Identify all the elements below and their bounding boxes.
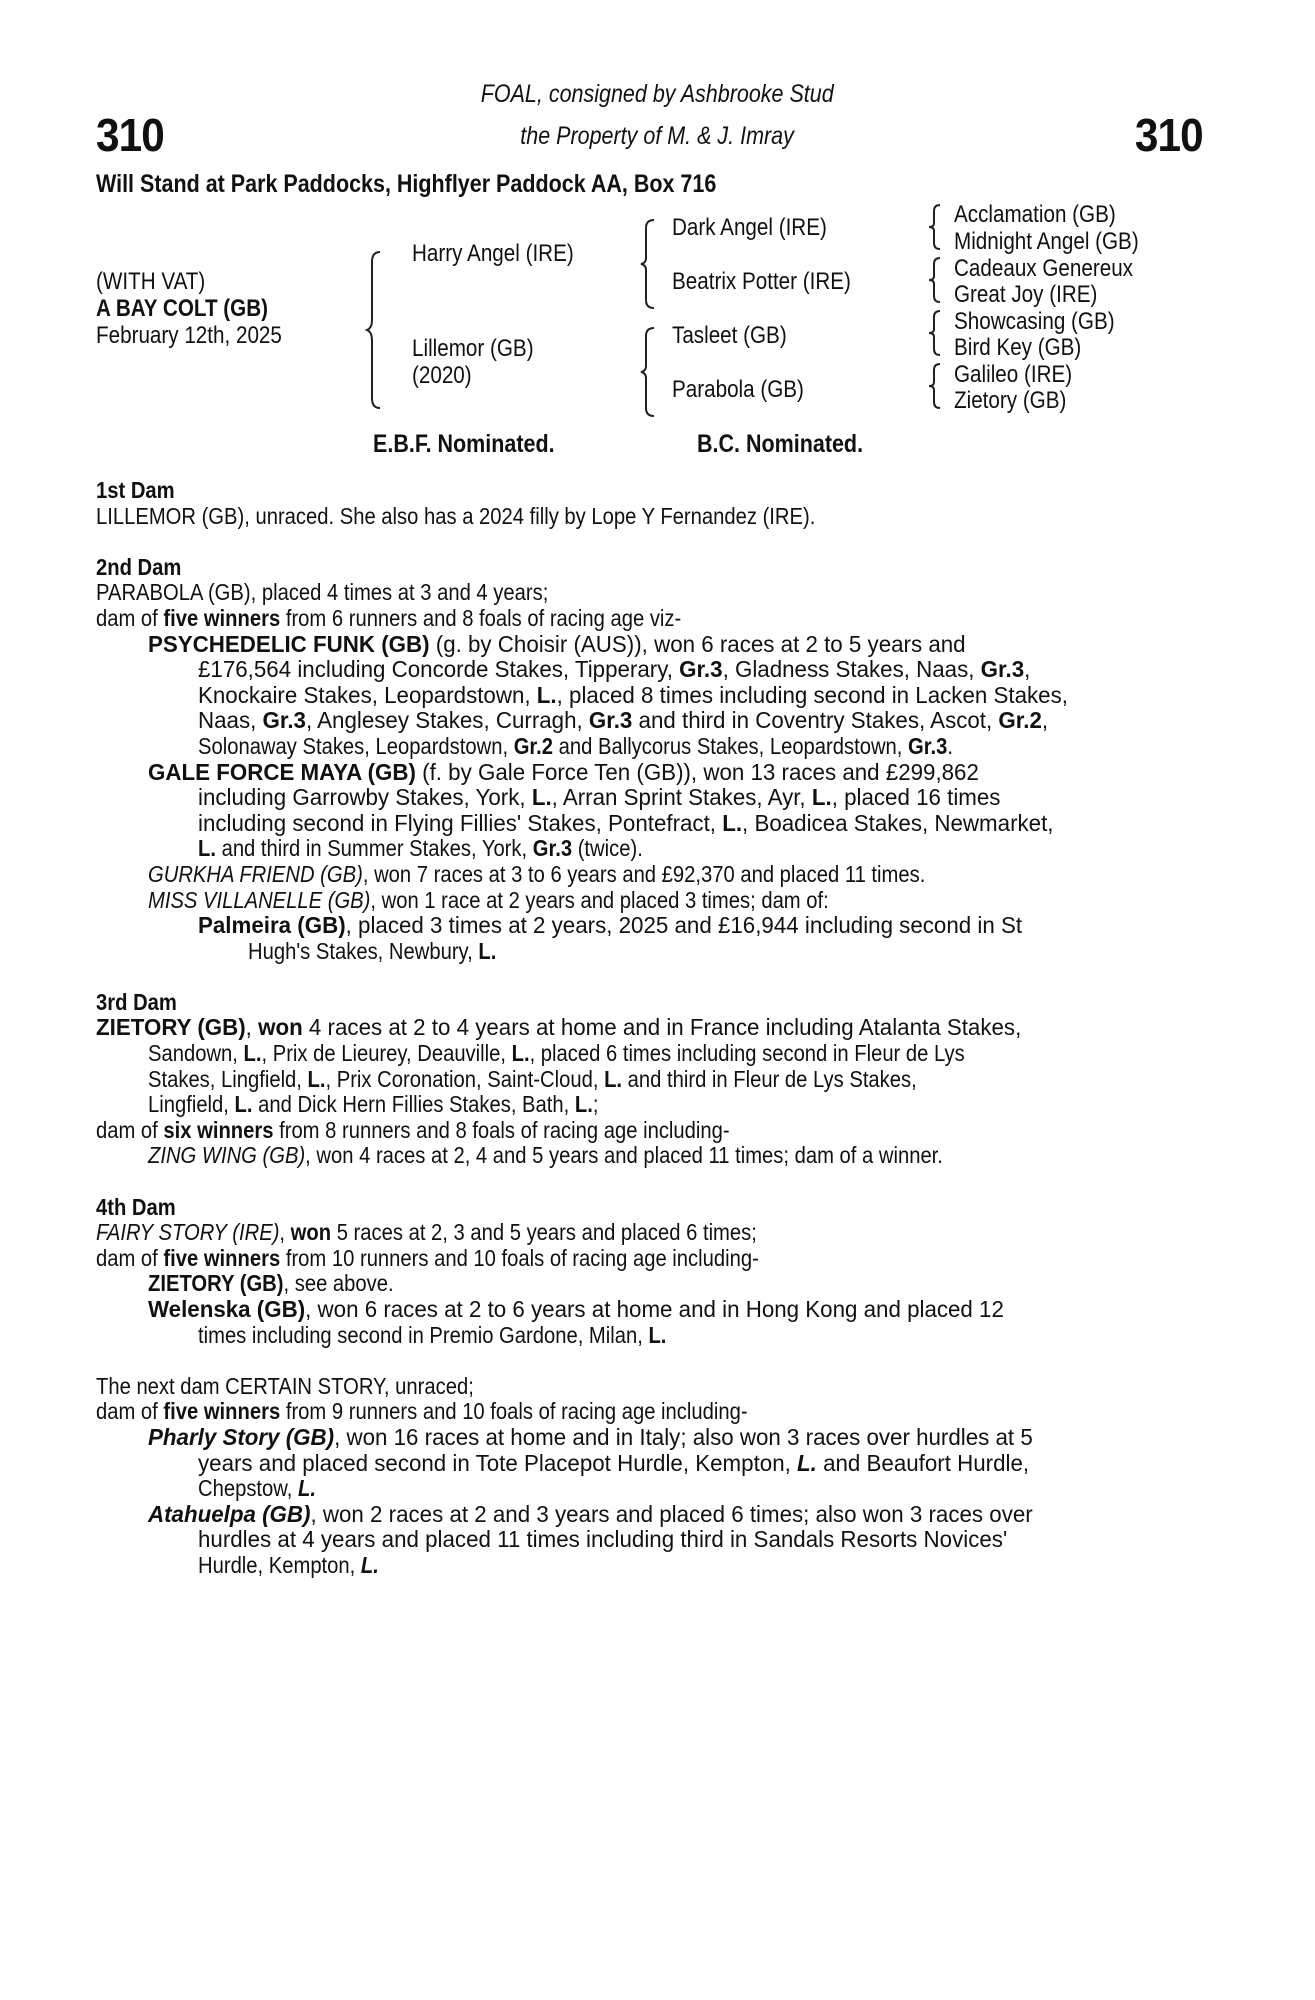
bc-nomination: B.C. Nominated.: [697, 430, 864, 458]
pedigree-gen3-3: Cadeaux Genereux: [954, 255, 1134, 282]
progeny-miss-villanelle: MISS VILLANELLE (GB), won 1 race at 2 years and placed 3 times; dam of:: [148, 886, 829, 913]
pedigree-dam: Lillemor (GB): [412, 335, 534, 362]
pedigree-dam-year: (2020): [412, 362, 472, 389]
lot-number-right: 310: [1135, 109, 1203, 161]
lot-number-left: 310: [96, 109, 164, 161]
ebf-nomination: E.B.F. Nominated.: [373, 430, 555, 458]
pedigree-gen3-7: Galileo (IRE): [954, 361, 1073, 388]
pedigree-brace-g3: [928, 309, 944, 357]
first-dam-text: LILLEMOR (GB), unraced. She also has a 2024 filly by Lope Y Fernandez (IRE).: [96, 502, 816, 529]
pedigree-dam-sire: Tasleet (GB): [672, 322, 787, 349]
third-dam-produce-summary: dam of six winners from 8 runners and 8 foals of racing age including-: [96, 1116, 730, 1143]
fourth-dam-record: FAIRY STORY (IRE), won 5 races at 2, 3 and 5 years and placed 6 times;: [96, 1219, 757, 1246]
pedigree-brace-main: [366, 250, 386, 410]
second-dam-heading: 2nd Dam: [96, 553, 182, 580]
first-dam-heading: 1st Dam: [96, 477, 175, 503]
foaling-date: February 12th, 2025: [96, 322, 282, 349]
progeny-welenska: Welenska (GB), won 6 races at 2 to 6 years at home and in Hong Kong and placed 12 times including second in Premio Gardone, Milan, L.: [148, 1296, 1004, 1348]
progeny-palmeira: Palmeira (GB), placed 3 times at 2 years, 2025 and £16,944 including second in St Hugh's Stakes, Newbury, L.: [198, 912, 1023, 964]
second-dam-intro: PARABOLA (GB), placed 4 times at 3 and 4 years;: [96, 579, 549, 606]
property-line: the Property of M. & J. Imray: [520, 122, 795, 150]
vat-note: (WITH VAT): [96, 268, 206, 295]
next-dam-intro: The next dam CERTAIN STORY, unraced;: [96, 1372, 474, 1399]
third-dam-record: ZIETORY (GB), won 4 races at 2 to 4 years at home and in France including Atalanta Stakes, Sandown, L., Prix de Lieurey, Deauville, L., placed 6 times including second in Fleur de Lys Stakes, Lingfield, L., Prix Coronation, Saint-Cloud, L. and third in Fleur de Lys Stakes, Lingfield, L. and Dick Hern Fillies Stakes, Bath, L.;: [96, 1014, 1022, 1118]
fourth-dam-heading: 4th Dam: [96, 1193, 176, 1220]
progeny-pharly-story: Pharly Story (GB), won 16 races at home and in Italy; also won 3 races over hurdles at 5 years and placed second in Tote Placepot Hurdle, Kempton, L. and Beaufort Hurdle, Chepstow, L.: [148, 1423, 1033, 1502]
pedigree-gen3-4: Great Joy (IRE): [954, 281, 1098, 308]
pedigree-dam-dam: Parabola (GB): [672, 376, 804, 403]
progeny-zing-wing: ZING WING (GB), won 4 races at 2, 4 and 5 years and placed 11 times; dam of a winner.: [148, 1142, 943, 1169]
pedigree-gen3-5: Showcasing (GB): [954, 308, 1115, 335]
progeny-atahuelpa: Atahuelpa (GB), won 2 races at 2 and 3 years and placed 6 times; also won 3 races over hurdles at 4 years and placed 11 times including third in Sandals Resorts Novices' Hurdle, Kempton, L.: [148, 1500, 1033, 1578]
pedigree-brace-g4: [928, 362, 944, 410]
pedigree-sire-sire: Dark Angel (IRE): [672, 214, 827, 241]
horse-name: A BAY COLT (GB): [96, 295, 269, 322]
pedigree-gen3-2: Midnight Angel (GB): [954, 228, 1139, 255]
second-dam-produce-summary: dam of five winners from 6 runners and 8 foals of racing age viz-: [96, 604, 682, 631]
progeny-gale-force-maya: GALE FORCE MAYA (GB) (f. by Gale Force Ten (GB)), won 13 races and £299,862 including Garrowby Stakes, York, L., Arran Sprint Stakes, Ayr, L., placed 16 times including second in Flying Fillies' Stakes, Pontefract, L., Boadicea Stakes, Newmarket, L. and third in Summer Stakes, York, Gr.3 (twice).: [148, 758, 1054, 862]
pedigree-sire: Harry Angel (IRE): [412, 240, 574, 267]
pedigree-sire-dam: Beatrix Potter (IRE): [672, 268, 851, 295]
stand-location: Will Stand at Park Paddocks, Highflyer Paddock AA, Box 716: [96, 170, 717, 198]
pedigree-brace-g2: [928, 256, 944, 304]
pedigree-brace-dam: [640, 326, 660, 418]
progeny-zietory: ZIETORY (GB), see above.: [148, 1270, 394, 1297]
pedigree-brace-g1: [928, 203, 944, 251]
next-dam-produce-summary: dam of five winners from 9 runners and 10 foals of racing age including-: [96, 1398, 748, 1425]
fourth-dam-produce-summary: dam of five winners from 10 runners and 10 foals of racing age including-: [96, 1244, 759, 1271]
catalogue-body: [96, 478, 1204, 1579]
progeny-psychedelic-funk: PSYCHEDELIC FUNK (GB) (g. by Choisir (AUS)), won 6 races at 2 to 5 years and £176,564 including Concorde Stakes, Tipperary, Gr.3, Gladness Stakes, Naas, Gr.3, Knockaire Stakes, Leopardstown, L., placed 8 times including second in Lacken Stakes, Naas, Gr.3, Anglesey Stakes, Curragh, Gr.3 and third in Coventry Stakes, Ascot, Gr.2, Solonaway Stakes, Leopardstown, Gr.2 and Ballycorus Stakes, Leopardstown, Gr.3.: [148, 630, 1068, 759]
third-dam-heading: 3rd Dam: [96, 988, 177, 1015]
consignment-line: FOAL, consigned by Ashbrooke Stud: [481, 80, 834, 108]
pedigree-gen3-1: Acclamation (GB): [954, 201, 1116, 228]
pedigree-brace-sire: [640, 218, 660, 310]
pedigree-gen3-8: Zietory (GB): [954, 387, 1067, 414]
pedigree-gen3-6: Bird Key (GB): [954, 334, 1082, 361]
progeny-gurkha-friend: GURKHA FRIEND (GB), won 7 races at 3 to 6 years and £92,370 and placed 11 times.: [148, 860, 926, 887]
